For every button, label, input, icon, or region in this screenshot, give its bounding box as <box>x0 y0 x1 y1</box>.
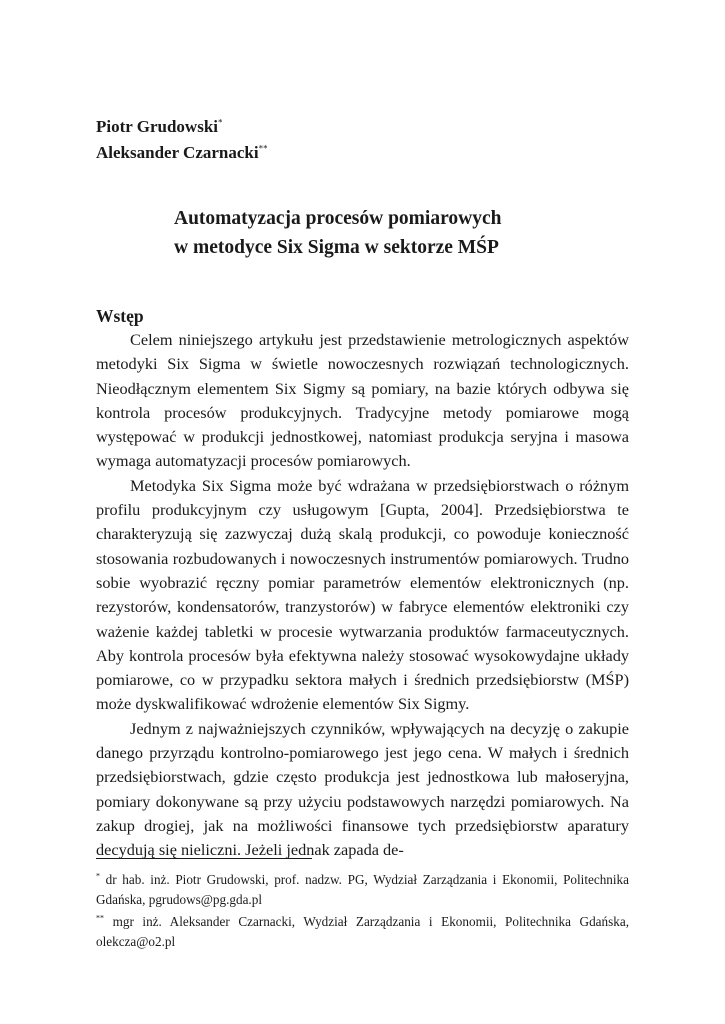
author-1-footnote-mark[interactable]: * <box>218 117 223 128</box>
author-1-name: Piotr Grudowski <box>96 117 219 136</box>
article-page <box>96 114 629 863</box>
author-1 <box>96 114 629 140</box>
footnotes <box>96 870 629 954</box>
article-title <box>174 204 629 262</box>
title-line-2: w metodyce Six Sigma w sektorze MŚP <box>174 237 499 258</box>
title-line-1: Automatyzacja procesów pomiarowych <box>174 208 502 229</box>
footnote-1-text: dr hab. inż. Piotr Grudowski, prof. nadzw. PG, Wydział Zarządzania i Ekonomii, Politechnika Gdańska, pgrudows@pg.gda.pl <box>96 872 629 907</box>
author-2-name: Aleksander Czarnacki <box>96 143 259 162</box>
paragraph-1: Celem niniejszego artykułu jest przedstawienie metrologicznych aspektów metodyki Six Sigma w świetle nowoczesnych rozwiązań technologicznych. Nieodłącznym elementem Six Sigmy są pomiary, na bazie których odbywa się kontrola procesów produkcyjnych. Tradycyjne metody pomiarowe mogą występować w produkcji jednostkowej, natomiast produkcja seryjna i masowa wymaga automatyzacji procesów pomiarowych. <box>96 330 629 471</box>
author-2 <box>96 140 629 166</box>
section-body <box>96 328 629 863</box>
footnote-2-text: mgr inż. Aleksander Czarnacki, Wydział Zarządzania i Ekonomii, Politechnika Gdańska, olekcza@o2.pl <box>96 914 629 949</box>
author-2-footnote-mark[interactable]: ** <box>258 143 268 154</box>
author-list <box>96 114 629 166</box>
footnote-2-mark: ** <box>96 913 104 923</box>
paragraph-2: Metodyka Six Sigma może być wdrażana w przedsiębiorstwach o różnym profilu produkcyjnym czy usługowym [Gupta, 2004]. Przedsiębiorstwa te charakteryzują się zazwyczaj dużą skalą produkcji, co powoduje konieczność stosowania rozbudowanych i nowoczesnych instrumentów pomiarowych. Trudno sobie wyobrazić ręczny pomiar parametrów elementów elektronicznych (np. rezystorów, kondensatorów, tranzystorów) w fabryce elementów elektroniki czy ważenie każdej tabletki w procesie wytwarzania produktów farmaceutycznych. Aby kontrola procesów była efektywna należy stosować wysokowydajne układy pomiarowe, co w przypadku sektora małych i średnich przedsiębiorstw (MŚP) może dyskwalifikować wdrożenie elementów Six Sigmy. <box>96 475 629 714</box>
footnote-1-mark: * <box>96 871 100 881</box>
section-heading: Wstęp <box>96 306 144 326</box>
paragraph-3: Jednym z najważniejszych czynników, wpływających na decyzję o zakupie danego przyrządu kontrolno-pomiarowego jest jego cena. W małych i średnich przedsiębiorstwach, gdzie często produkcja jest jednostkowa lub małoseryjna, pomiary dokonywane są przy użyciu podstawowych narzędzi pomiarowych. Na zakup drogiej, jak na możliwości finansowe tych przedsiębiorstw aparatury decydują się nieliczni. Jeżeli jednak zapada de- <box>96 718 629 860</box>
footnote-1 <box>96 870 629 910</box>
footnote-divider <box>96 858 312 859</box>
footnote-2 <box>96 912 629 952</box>
